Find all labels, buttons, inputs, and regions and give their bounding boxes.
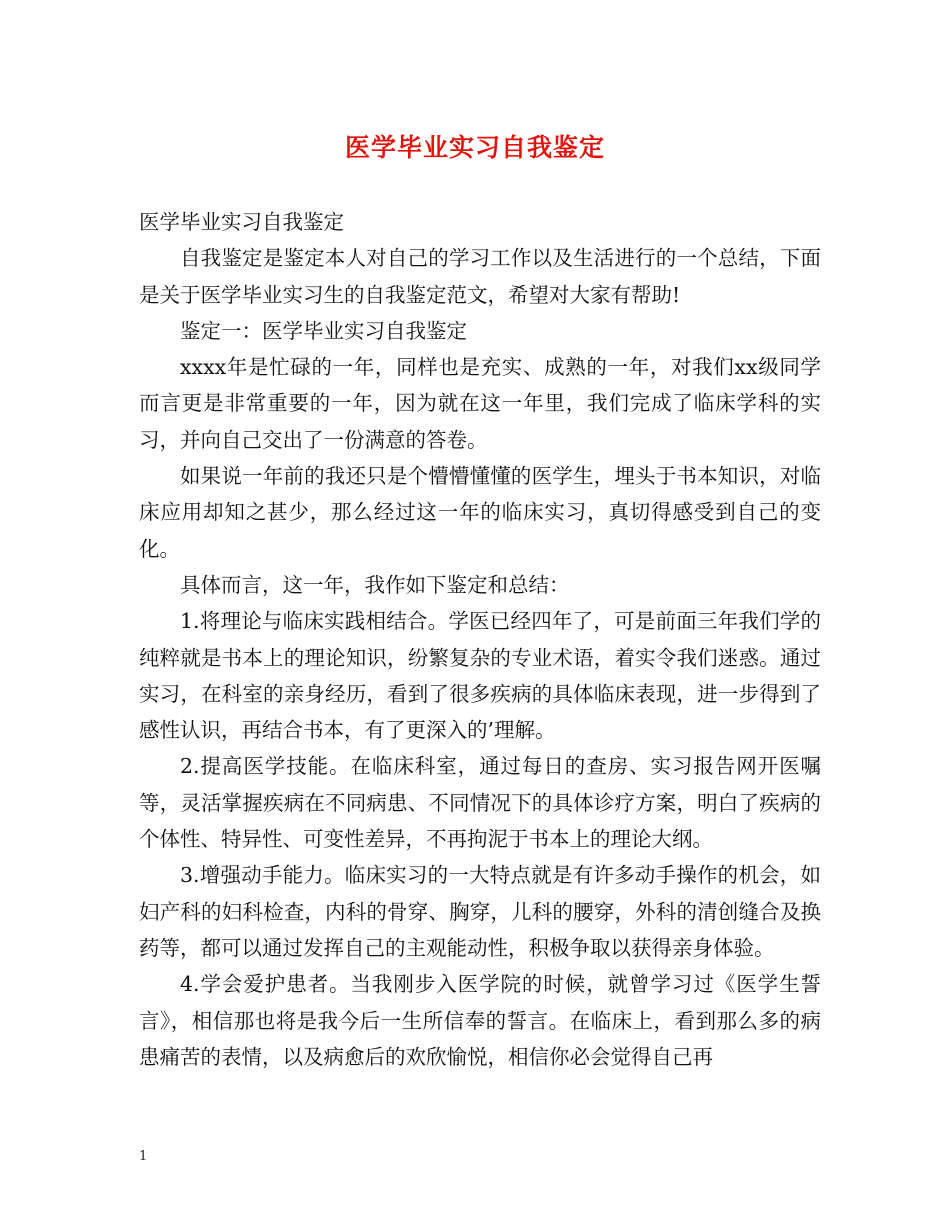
numbered-paragraph: 1.将理论与临床实践相结合。学医已经四年了，可是前面三年我们学的纯粹就是书本上的理论知识，纷繁复杂的专业术语，着实令我们迷惑。通过实习，在科室的亲身经历，看到了很多疾病的具体临床表现，进一步得到了感性认识，再结合书本，有了更深入的’理解。 xyxy=(139,609,821,743)
intro-paragraph: 自我鉴定是鉴定本人对自己的学习工作以及生活进行的一个总结，下面是关于医学毕业实习生的自我鉴定范文，希望对大家有帮助! xyxy=(139,246,821,307)
paragraph: 如果说一年前的我还只是个懵懵懂懂的医学生，埋头于书本知识，对临床应用却知之甚少，那么经过这一年的临床实习，真切得感受到自己的变化。 xyxy=(139,464,821,561)
paragraph: xxxx年是忙碌的一年，同样也是充实、成熟的一年，对我们xx级同学而言更是非常重要的一年，因为就在这一年里，我们完成了临床学科的实习，并向自己交出了一份满意的答卷。 xyxy=(139,355,821,452)
paragraph: 具体而言，这一年，我作如下鉴定和总结： xyxy=(180,572,570,597)
subsection-heading: 鉴定一：医学毕业实习自我鉴定 xyxy=(180,318,467,343)
section-heading: 医学毕业实习自我鉴定 xyxy=(139,210,344,234)
document-title: 医学毕业实习自我鉴定 xyxy=(344,133,605,162)
page-number: 1 xyxy=(139,1149,148,1164)
numbered-paragraph: 3.增强动手能力。临床实习的一大特点就是有许多动手操作的机会，如妇产科的妇科检查，内科的骨穿、胸穿，儿科的腰穿，外科的清创缝合及换药等，都可以通过发挥自己的主观能动性，积极争取以获得亲身体验。 xyxy=(139,863,821,960)
numbered-paragraph: 4.学会爱护患者。当我刚步入医学院的时候，就曾学习过《医学生誓言》，相信那也将是我今后一生所信奉的誓言。在临床上，看到那么多的病患痛苦的表情，以及病愈后的欢欣愉悦，相信你必会觉得自己再 xyxy=(139,972,821,1069)
numbered-paragraph: 2.提高医学技能。在临床科室，通过每日的查房、实习报告网开医嘱等，灵活掌握疾病在不同病患、不同情况下的具体诊疗方案，明白了疾病的个体性、特异性、可变性差异，不再拘泥于书本上的理论大纲。 xyxy=(139,754,821,852)
document-body xyxy=(139,204,821,1075)
